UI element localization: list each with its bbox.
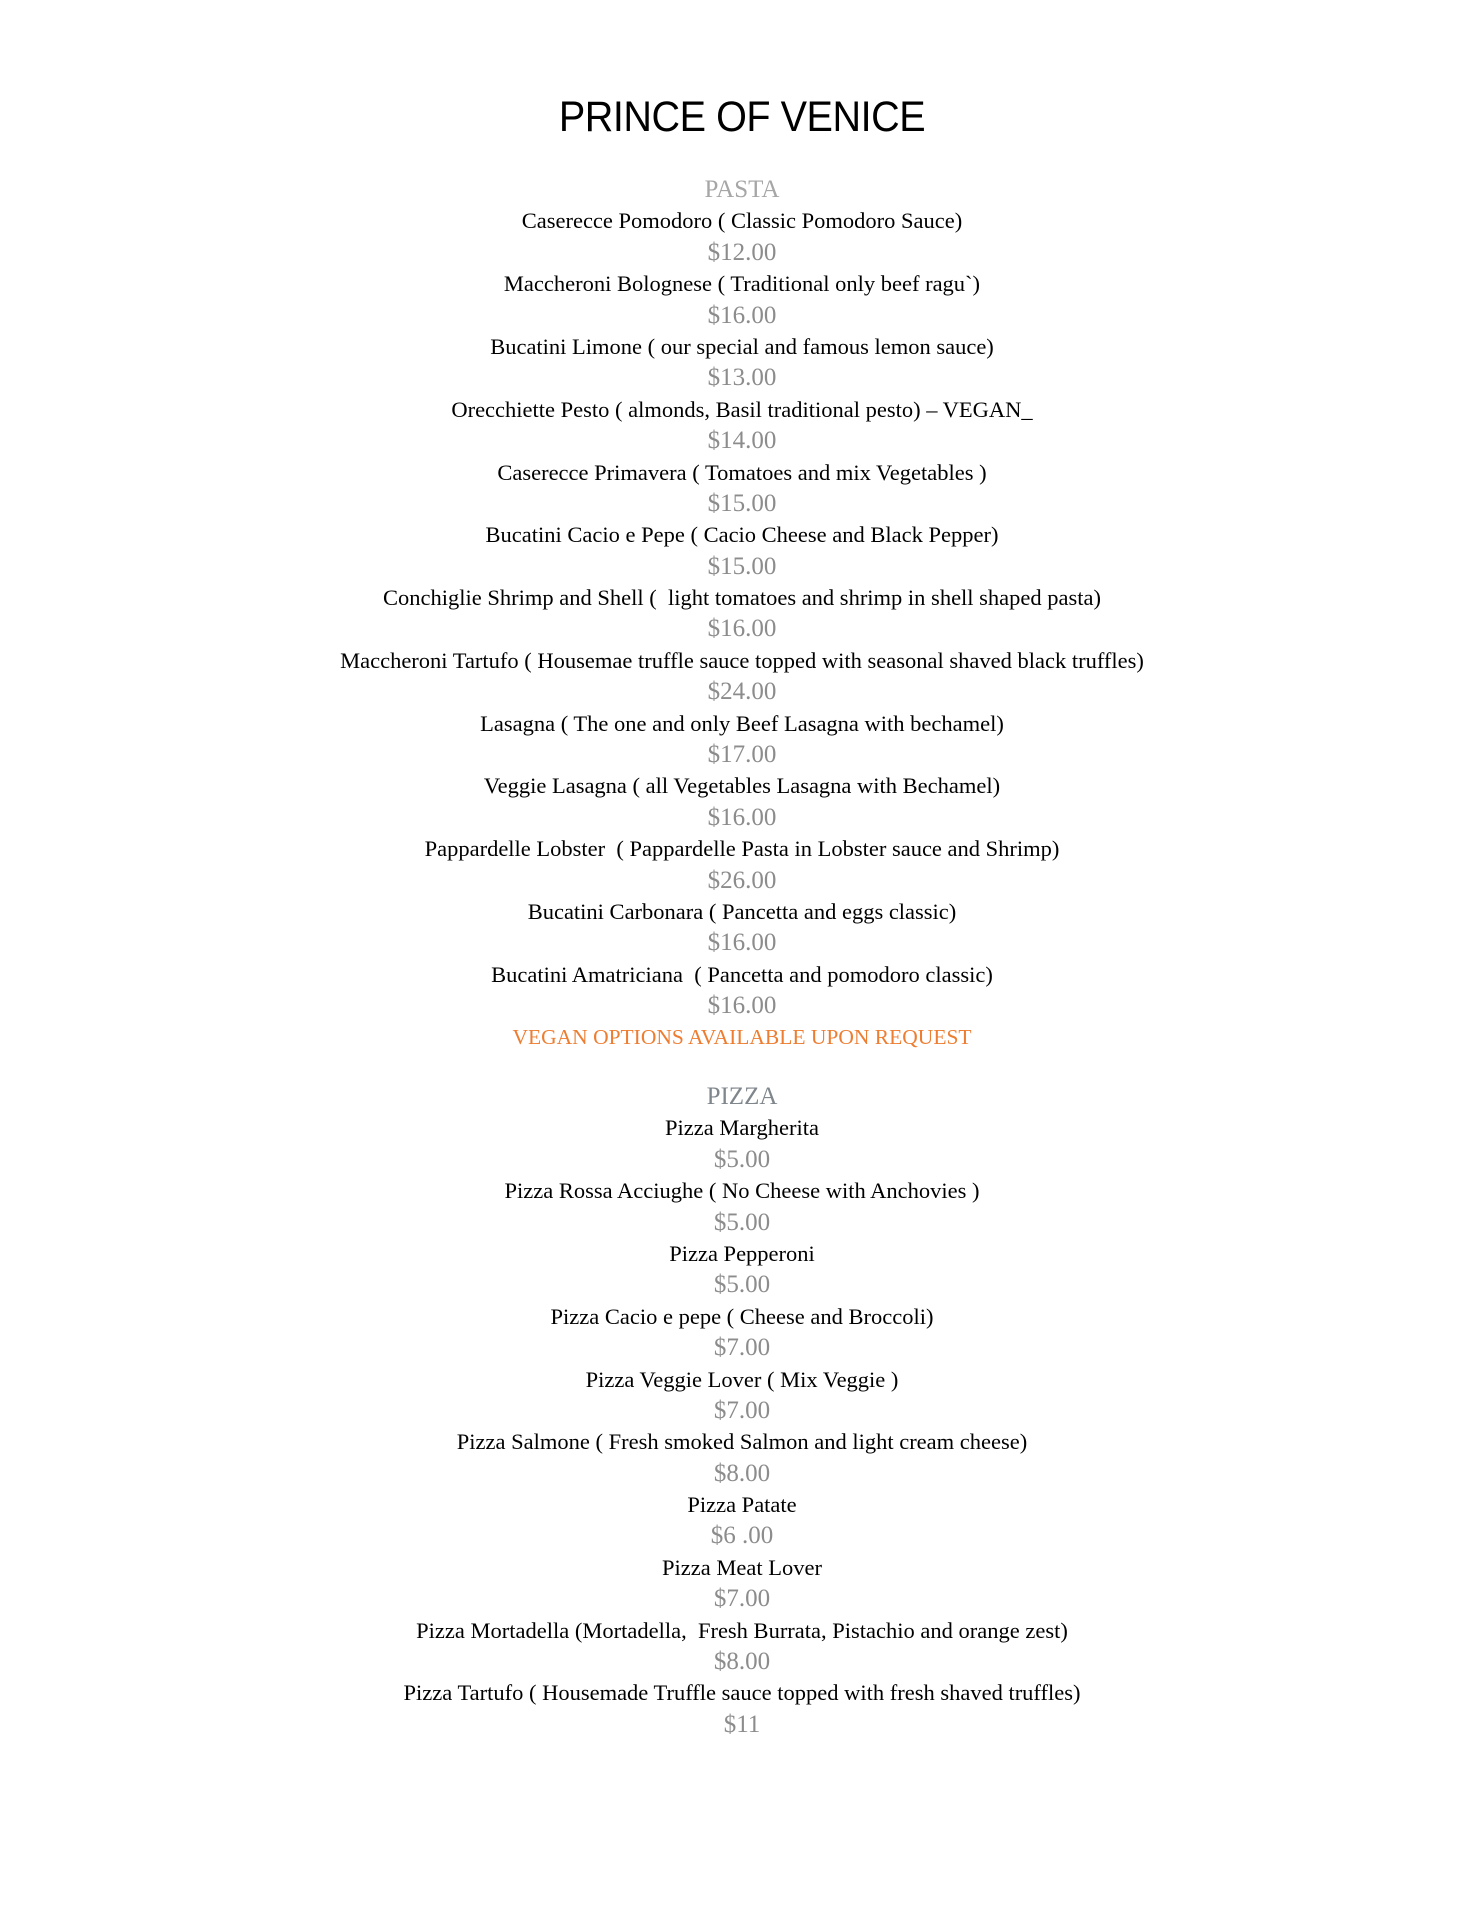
menu-item-price: $12.00 <box>707 238 777 266</box>
menu-item-name: Bucatini Carbonara ( Pancetta and eggs classic) <box>527 898 957 924</box>
vegan-note: VEGAN OPTIONS AVAILABLE UPON REQUEST <box>512 1024 972 1049</box>
menu-title: PRINCE OF VENICE <box>558 93 926 141</box>
menu-item-name: Pizza Patate <box>687 1492 797 1518</box>
menu-item-price: $16.00 <box>707 929 777 957</box>
menu-item-name: Maccheroni Tartufo ( Housemae truffle sauce topped with seasonal shaved black truffles) <box>340 647 1144 673</box>
menu-item-price: $24.00 <box>707 678 777 706</box>
menu-item-price: $7.00 <box>713 1396 771 1424</box>
pasta-heading: PASTA <box>704 176 780 203</box>
menu-item-name: Conchiglie Shrimp and Shell ( light tomatoes and shrimp in shell shaped pasta) <box>382 585 1102 611</box>
menu-item-price: $16.00 <box>707 615 777 643</box>
menu-item-name: Veggie Lasagna ( all Vegetables Lasagna with Bechamel) <box>483 773 1001 799</box>
menu-item-name: Pizza Pepperoni <box>669 1240 815 1266</box>
pasta-section <box>0 174 1484 1053</box>
menu-item-price: $8.00 <box>713 1459 771 1487</box>
menu-item-name: Pizza Cacio e pepe ( Cheese and Broccoli) <box>550 1303 934 1329</box>
menu-item-name: Caserecce Pomodoro ( Classic Pomodoro Sauce) <box>521 208 963 234</box>
menu-item-name: Pizza Veggie Lover ( Mix Veggie ) <box>585 1366 899 1392</box>
menu-item-name: Pizza Salmone ( Fresh smoked Salmon and light cream cheese) <box>456 1429 1028 1455</box>
menu-item-price: $15.00 <box>707 489 777 517</box>
pasta-items <box>0 205 1484 1021</box>
pizza-section <box>0 1081 1484 1740</box>
menu-item-price: $7.00 <box>713 1585 771 1613</box>
menu-item-name: Bucatini Limone ( our special and famous lemon sauce) <box>490 333 994 359</box>
menu-item-name: Pizza Rossa Acciughe ( No Cheese with Anchovies ) <box>504 1178 980 1204</box>
menu-item-name: Pizza Mortadella (Mortadella, Fresh Burrata, Pistachio and orange zest) <box>416 1617 1068 1643</box>
menu-item-price: $13.00 <box>707 364 777 392</box>
menu-item-name: Bucatini Amatriciana ( Pancetta and pomodoro classic) <box>491 961 993 987</box>
menu-item-price: $17.00 <box>707 741 777 769</box>
pizza-items <box>0 1112 1484 1740</box>
menu-item-price: $8.00 <box>713 1648 771 1676</box>
menu-item-price: $26.00 <box>707 866 777 894</box>
menu-item-price: $7.00 <box>713 1334 771 1362</box>
menu-item-name: Caserecce Primavera ( Tomatoes and mix Vegetables ) <box>497 459 987 485</box>
menu-item-price: $5.00 <box>713 1271 771 1299</box>
menu-item-name: Pizza Tartufo ( Housemade Truffle sauce topped with fresh shaved truffles) <box>403 1680 1081 1706</box>
menu-item-price: $15.00 <box>707 552 777 580</box>
menu-item-name: Maccheroni Bolognese ( Traditional only beef ragu`) <box>503 271 981 297</box>
menu-item-name: Pizza Margherita <box>665 1115 819 1141</box>
menu-item-price: $6 .00 <box>710 1522 774 1550</box>
menu-item-price: $5.00 <box>713 1145 771 1173</box>
menu-item-price: $16.00 <box>707 992 777 1020</box>
menu-item-name: Pappardelle Lobster ( Pappardelle Pasta in Lobster sauce and Shrimp) <box>424 836 1060 862</box>
menu-item-name: Bucatini Cacio e Pepe ( Cacio Cheese and Black Pepper) <box>485 522 999 548</box>
pizza-heading: PIZZA <box>706 1083 778 1110</box>
menu-item-name: Orecchiette Pesto ( almonds, Basil traditional pesto) – VEGAN_ <box>451 396 1033 422</box>
menu-item-name: Lasagna ( The one and only Beef Lasagna with bechamel) <box>480 710 1004 736</box>
menu-item-name: Pizza Meat Lover <box>662 1554 822 1580</box>
menu-item-price: $14.00 <box>707 427 777 455</box>
menu-item-price: $5.00 <box>713 1208 771 1236</box>
menu-item-price: $16.00 <box>707 803 777 831</box>
menu-item-price: $16.00 <box>707 301 777 329</box>
menu-item-price: $11 <box>723 1710 761 1738</box>
